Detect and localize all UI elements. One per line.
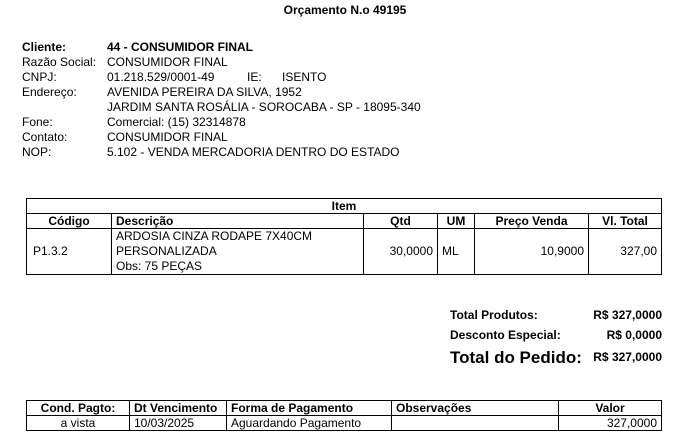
pay-valor: 327,0000 [559,416,662,431]
header-codigo: Código [27,214,112,229]
header-qtd: Qtd [364,214,438,229]
fone-value: Comercial: (15) 32314878 [107,115,246,129]
item-preco: 10,9000 [475,229,589,275]
payment-table [26,400,662,431]
table-row [27,229,662,275]
contato-value: CONSUMIDOR FINAL [107,130,228,144]
header-forma: Forma de Pagamento [227,401,392,416]
desconto-label: Desconto Especial: [450,328,561,342]
item-um: ML [438,229,475,275]
fone-label: Fone: [22,115,53,129]
pay-obs [392,416,559,431]
total-pedido-label: Total do Pedido: [450,348,582,367]
header-descricao: Descrição [112,214,364,229]
ie-value: ISENTO [282,70,327,84]
header-vencimento: Dt Vencimento [130,401,227,416]
header-valor: Valor [559,401,662,416]
razao-value: CONSUMIDOR FINAL [107,55,228,69]
items-header-row [27,214,662,229]
nop-value: 5.102 - VENDA MERCADORIA DENTRO DO ESTADO [107,145,400,159]
items-section-row [27,199,662,214]
endereco-label: Endereço: [22,85,77,99]
item-codigo: P1.3.2 [27,229,112,275]
item-desc-line2: PERSONALIZADA [116,244,217,258]
cliente-value: 44 - CONSUMIDOR FINAL [107,40,254,54]
pay-vencimento: 10/03/2025 [130,416,227,431]
razao-label: Razão Social: [22,55,97,69]
total-pedido-value: R$ 327,0000 [593,350,662,364]
contato-label: Contato: [22,130,68,144]
item-qtd: 30,0000 [364,229,438,275]
payment-header-row [27,401,662,416]
item-total: 327,00 [589,229,662,275]
nop-label: NOP: [22,145,52,159]
desconto-value: R$ 0,0000 [606,328,662,342]
cliente-label: Cliente: [22,40,67,54]
total-produtos-label: Total Produtos: [450,308,538,322]
page-title: Orçamento N.o 49195 [283,3,407,17]
total-produtos-value: R$ 327,0000 [593,308,662,322]
item-desc-line1: ARDOSIA CINZA RODAPE 7X40CM [116,229,313,243]
header-preco: Preço Venda [475,214,589,229]
cnpj-value: 01.218.529/0001-49 [107,70,215,84]
item-desc-line3: Obs: 75 PEÇAS [116,259,203,273]
pay-forma: Aguardando Pagamento [227,416,392,431]
header-um: UM [438,214,475,229]
endereco-line1: AVENIDA PEREIRA DA SILVA, 1952 [107,85,302,99]
items-table [26,198,662,275]
item-descricao [112,229,364,275]
cnpj-label: CNPJ: [22,70,57,84]
items-section-title: Item [27,199,662,214]
endereco-line2: JARDIM SANTA ROSÁLIA - SOROCABA - SP - 18095-340 [107,100,421,114]
header-cond-pagto: Cond. Pagto: [27,401,130,416]
pay-cond: a vista [27,416,130,431]
table-row [27,416,662,431]
header-total: Vl. Total [589,214,662,229]
ie-label: IE: [247,70,262,84]
header-observacoes: Observações [392,401,559,416]
